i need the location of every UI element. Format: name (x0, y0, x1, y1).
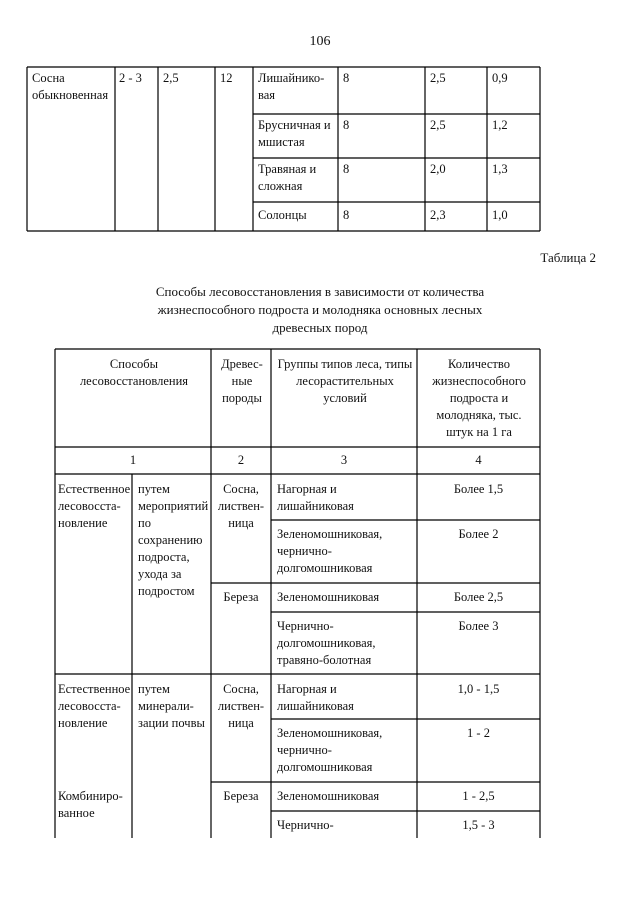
t1-row3-c: 1,3 (492, 162, 508, 176)
table-title-line-2: жизнеспособного подроста и молодняка основных лесных (157, 302, 483, 317)
col-number-3: 3 (340, 453, 348, 467)
g2-species-1: Сосна, листвен-ница (217, 682, 265, 730)
t1-row1-type: Лишайнико-вая (258, 71, 325, 102)
t1-row1-c: 0,9 (492, 71, 508, 85)
g1-species-1: Сосна, листвен-ница (217, 482, 265, 530)
g1-row1-qty: Более 1,5 (453, 482, 504, 496)
t1-row2-type: Брусничная и мшистая (258, 118, 331, 149)
t1-row4-type: Солонцы (258, 208, 307, 222)
t1-row1-a: 8 (343, 71, 350, 85)
g2-row3-qty: 1 - 2,5 (462, 789, 495, 803)
g2-row1-type: Нагорная и лишайниковая (277, 682, 354, 713)
col-number-4: 4 (475, 453, 482, 467)
g2-method-combined: Комбиниро-ванное (58, 789, 123, 820)
g2-row4-type: Чернично- (277, 818, 334, 832)
header-methods: Способы лесовосстановления (79, 357, 189, 388)
t1-species: Сосна обыкновенная (32, 71, 109, 102)
header-forest-types: Группы типов леса, типы лесорастительных условий (277, 357, 413, 405)
g1-row2-qty: Более 2 (458, 527, 499, 541)
table-title-line-1: Способы лесовосстановления в зависимости от количества (155, 284, 485, 299)
g2-means: путем минерали-зации почвы (138, 682, 205, 730)
t1-height: 2,5 (163, 71, 179, 85)
g1-species-2: Береза (223, 590, 259, 604)
g2-row4-qty: 1,5 - 3 (462, 818, 495, 832)
t1-row2-a: 8 (343, 118, 350, 132)
g2-row2-qty: 1 - 2 (467, 726, 490, 740)
header-quantity: Количество жизнеспособного подроста и молодняка, тыс. штук на 1 га (432, 357, 526, 439)
header-species: Древес-ные породы (221, 357, 263, 405)
t1-row2-b: 2,5 (430, 118, 446, 132)
t1-row4-b: 2,3 (430, 208, 446, 222)
g2-row3-type: Зеленомошниковая (277, 789, 380, 803)
t1-row2-c: 1,2 (492, 118, 508, 132)
t1-row3-a: 8 (343, 162, 350, 176)
g2-row1-qty: 1,0 - 1,5 (457, 682, 500, 696)
t1-row1-b: 2,5 (430, 71, 446, 85)
g1-method: Естественное лесовосста-новление (58, 482, 131, 530)
g1-row2-type: Зеленомошниковая, чернично-долгомошниковая (277, 527, 383, 575)
g1-row3-type: Зеленомошниковая (277, 590, 380, 604)
page-number: 106 (309, 34, 331, 49)
g2-row2-type: Зеленомошниковая, чернично-долгомошниковая (277, 726, 383, 774)
table-label: Таблица 2 (540, 250, 596, 265)
g2-method: Естественное лесовосста-новление (58, 682, 131, 730)
g1-row1-type: Нагорная и лишайниковая (277, 482, 354, 513)
t1-row3-b: 2,0 (430, 162, 446, 176)
g1-means: путем мероприятий по сохранению подроста, ухода за подростом (138, 482, 209, 598)
t1-row4-a: 8 (343, 208, 350, 222)
col-number-1: 1 (129, 453, 137, 467)
t1-row4-c: 1,0 (492, 208, 508, 222)
t1-count: 12 (220, 71, 233, 85)
g1-row4-type: Чернично-долгомошниковая, травяно-болотная (277, 619, 376, 667)
table-title-line-3: древесных пород (272, 320, 368, 335)
col-number-2: 2 (237, 453, 245, 467)
g2-species-2: Береза (223, 789, 259, 803)
g1-row3-qty: Более 2,5 (453, 590, 504, 604)
t1-row3-type: Травяная и сложная (258, 162, 317, 193)
t1-age: 2 - 3 (119, 71, 142, 85)
g1-row4-qty: Более 3 (458, 619, 499, 633)
